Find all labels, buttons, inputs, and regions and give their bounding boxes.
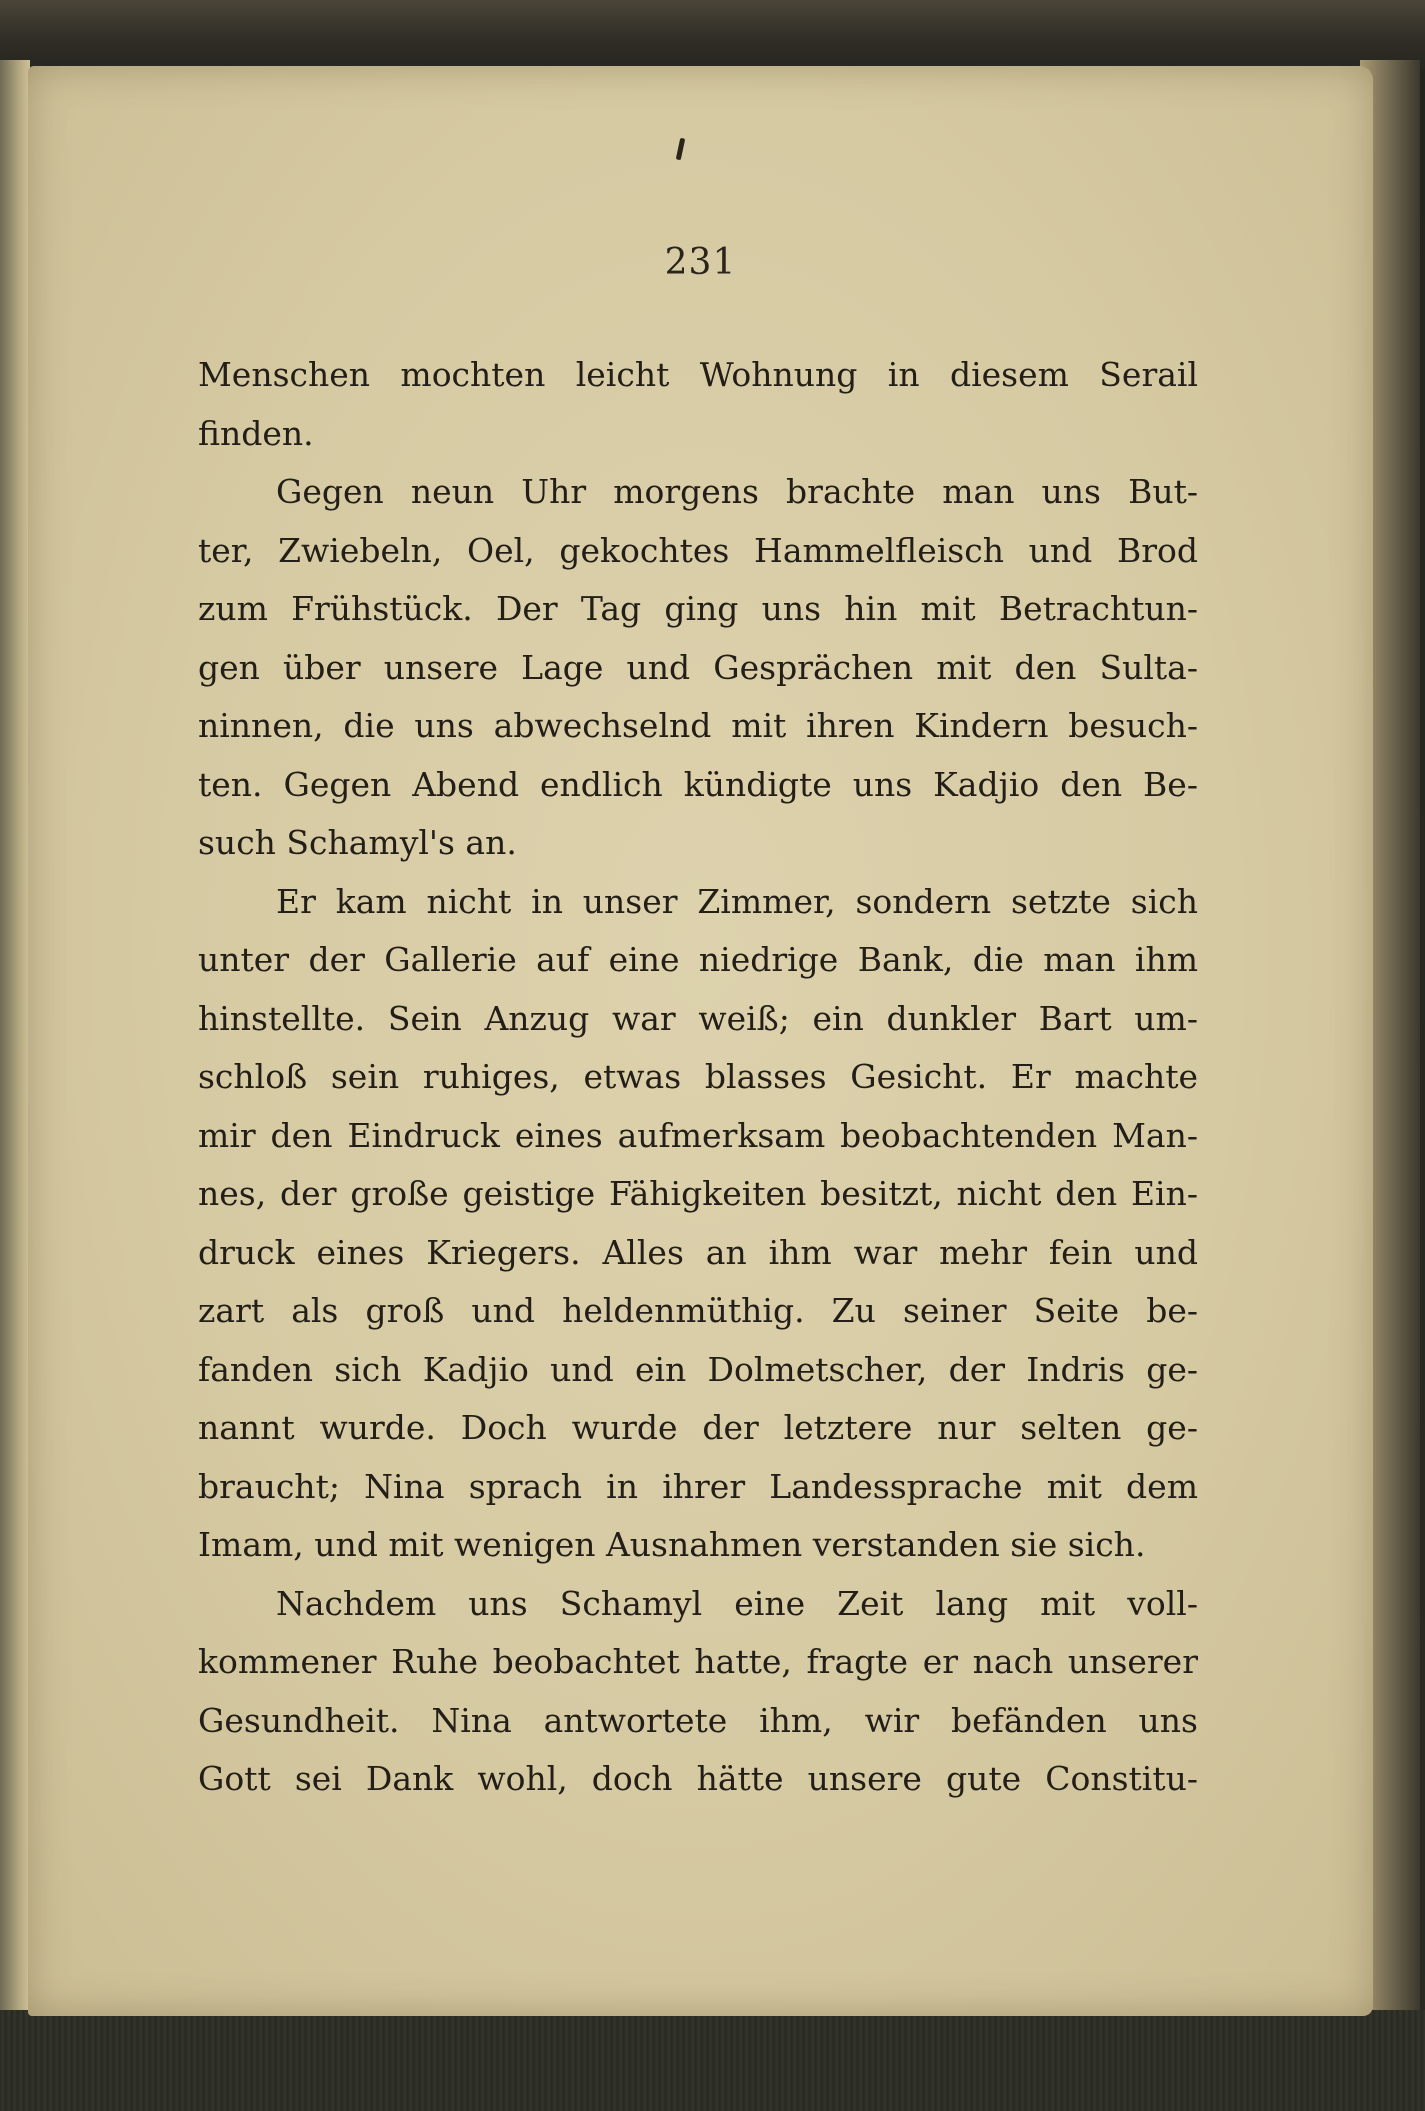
text-line: kommener Ruhe beobachtet hatte, fragte er nach unserer (198, 1642, 1198, 1681)
text-line: ter, Zwiebeln, Oel, gekochtes Hammelfleisch und Brod (198, 530, 1198, 570)
text-line: ninnen, die uns abwechselnd mit ihren Kindern besuch- (198, 706, 1198, 745)
text-line: Gott sei Dank wohl, doch hätte unsere gute Constitu- (198, 1759, 1198, 1798)
page-edge-left (0, 60, 30, 2020)
text-line: ten. Gegen Abend endlich kündigte uns Kadjio den Be- (198, 764, 1198, 804)
body-text (198, 346, 1198, 1809)
text-line: Gegen neun Uhr morgens brachte man uns But- (276, 472, 1198, 511)
text-line: Er kam nicht in unser Zimmer, sondern setzte sich (276, 881, 1198, 921)
text-line: zum Frühstück. Der Tag ging uns hin mit Betrachtun- (198, 589, 1198, 628)
text-line: Gesundheit. Nina antwortete ihm, wir befänden uns (198, 1700, 1198, 1740)
text-line: zart als groß und heldenmüthig. Zu seiner Seite be- (198, 1291, 1198, 1330)
text-line: finden. (198, 413, 314, 453)
text-line: unter der Gallerie auf eine niedrige Bank, die man ihm (198, 940, 1198, 979)
text-line: nannt wurde. Doch wurde der letztere nur selten ge- (198, 1408, 1198, 1447)
text-line: such Schamyl's an. (198, 823, 517, 862)
book-cover-bottom-edge (0, 2010, 1425, 2111)
text-line: Menschen mochten leicht Wohnung in diesem Serail (198, 355, 1198, 394)
text-line: nes, der große geistige Fähigkeiten besitzt, nicht den Ein- (198, 1174, 1198, 1213)
text-line: gen über unsere Lage und Gesprächen mit den Sulta- (198, 647, 1198, 687)
text-line: mir den Eindruck eines aufmerksam beobachtenden Man- (198, 1115, 1198, 1155)
text-line: fanden sich Kadjio und ein Dolmetscher, der Indris ge- (198, 1349, 1198, 1389)
text-line: braucht; Nina sprach in ihrer Landessprache mit dem (198, 1466, 1198, 1506)
text-line: hinstellte. Sein Anzug war weiß; ein dunkler Bart um- (198, 998, 1198, 1038)
book-cover-top-edge (0, 0, 1425, 70)
text-line: Imam, und mit wenigen Ausnahmen verstanden sie sich. (198, 1525, 1146, 1564)
ink-speck (676, 138, 685, 161)
page-sheet (28, 66, 1373, 2016)
text-line: Nachdem uns Schamyl eine Zeit lang mit voll- (276, 1583, 1198, 1623)
page-number: 231 (664, 242, 737, 283)
text-line: schloß sein ruhiges, etwas blasses Gesicht. Er machte (198, 1057, 1198, 1096)
text-line: druck eines Kriegers. Alles an ihm war mehr fein und (198, 1232, 1198, 1272)
